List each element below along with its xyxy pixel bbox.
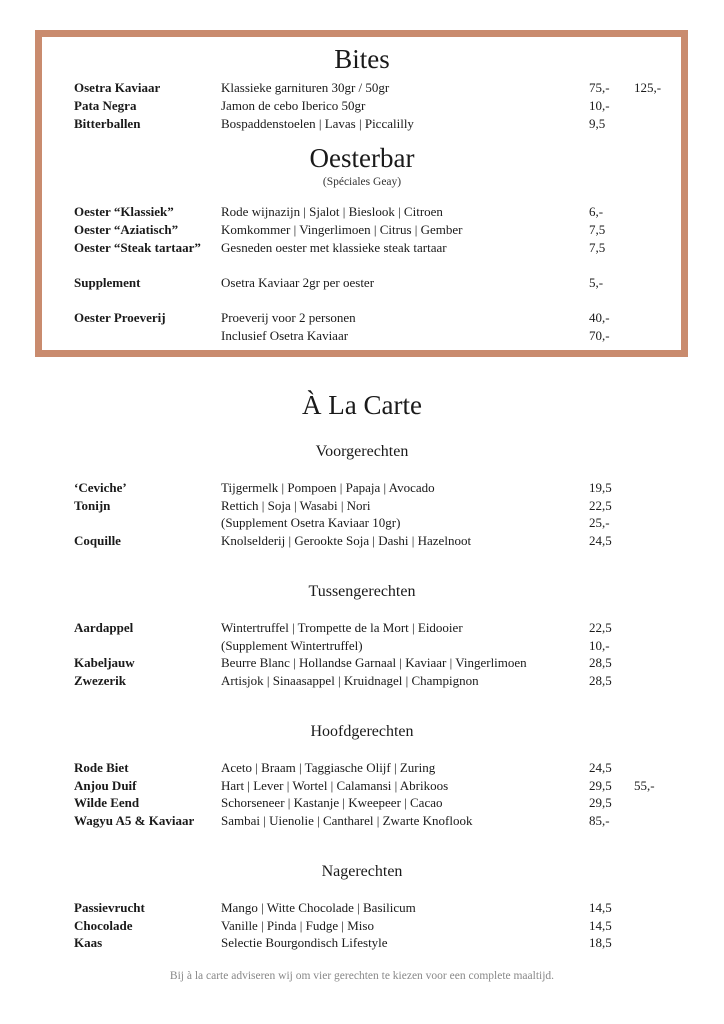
dish-name: Supplement: [74, 275, 141, 290]
price: 10,-: [589, 638, 610, 653]
dish-name: Oester “Steak tartaar”: [74, 240, 201, 255]
dish-name: Oester “Aziatisch”: [74, 222, 179, 237]
dish-name: ‘Ceviche’: [74, 480, 127, 495]
price: 24,5: [589, 760, 612, 775]
price: 22,5: [589, 498, 612, 513]
menu-row: [0, 759, 724, 776]
menu-row: [0, 777, 724, 794]
dish-description: (Supplement Osetra Kaviaar 10gr): [221, 515, 401, 530]
price: 28,5: [589, 673, 612, 688]
price: 70,-: [589, 328, 610, 343]
price: 29,5: [589, 795, 612, 810]
voorgerechten-title: Voorgerechten: [315, 443, 409, 460]
dish-name: Coquille: [74, 533, 121, 548]
dish-description: Proeverij voor 2 personen: [221, 310, 356, 325]
menu-row: [0, 514, 724, 531]
oesterbar-title: Oesterbar: [309, 143, 415, 173]
price: 22,5: [589, 620, 612, 635]
menu-row: [0, 274, 724, 291]
dish-description: Artisjok | Sinaasappel | Kruidnagel | Champignon: [221, 673, 479, 688]
price: 14,5: [589, 918, 612, 933]
dish-description: Rettich | Soja | Wasabi | Nori: [221, 498, 371, 513]
dish-name: Passievrucht: [74, 900, 145, 915]
dish-description: Wintertruffel | Trompette de la Mort | Eidooier: [221, 620, 463, 635]
dish-name: Chocolade: [74, 918, 133, 933]
dish-description: Osetra Kaviaar 2gr per oester: [221, 275, 375, 290]
dish-description: Bospaddenstoelen | Lavas | Piccalilly: [221, 116, 414, 131]
dish-name: Anjou Duif: [74, 778, 137, 793]
price: 19,5: [589, 480, 612, 495]
price: 6,-: [589, 204, 604, 219]
dish-description: Hart | Lever | Wortel | Calamansi | Abrikoos: [221, 778, 449, 793]
price: 7,5: [589, 240, 606, 255]
dish-description: Vanille | Pinda | Fudge | Miso: [221, 918, 374, 933]
menu-row: [0, 479, 724, 496]
price: 28,5: [589, 655, 612, 670]
dish-name: Wagyu A5 & Kaviaar: [74, 813, 195, 828]
price-alt: 55,-: [634, 778, 655, 793]
price: 25,-: [589, 515, 610, 530]
menu-row: [0, 672, 724, 689]
menu-row: [0, 79, 724, 96]
bites-title: Bites: [334, 44, 390, 74]
price: 9,5: [589, 116, 606, 131]
alacarte-title: À La Carte: [302, 390, 422, 420]
menu-row: [0, 899, 724, 916]
dish-name: Pata Negra: [74, 98, 137, 113]
price: 24,5: [589, 533, 612, 548]
dish-name: Tonijn: [74, 498, 111, 513]
dish-name: Kabeljauw: [74, 655, 135, 670]
oesterbar-subtitle: (Spéciales Geay): [322, 176, 402, 188]
dish-description: Rode wijnazijn | Sjalot | Bieslook | Citroen: [221, 204, 443, 219]
dish-description: Beurre Blanc | Hollandse Garnaal | Kaviaar | Vingerlimoen: [221, 655, 527, 670]
price: 18,5: [589, 935, 612, 950]
price: 5,-: [589, 275, 604, 290]
dish-description: Aceto | Braam | Taggiasche Olijf | Zuring: [221, 760, 436, 775]
dish-description: Sambai | Uienolie | Cantharel | Zwarte Knoflook: [221, 813, 473, 828]
menu-row: [0, 794, 724, 811]
dish-name: Bitterballen: [74, 116, 141, 131]
price: 14,5: [589, 900, 612, 915]
tussengerechten-title: Tussengerechten: [308, 583, 416, 600]
menu-row: [0, 532, 724, 549]
price: 75,-: [589, 80, 610, 95]
price: 7,5: [589, 222, 606, 237]
menu-row: [0, 239, 724, 256]
menu-row: [0, 309, 724, 326]
dish-description: Tijgermelk | Pompoen | Papaja | Avocado: [221, 480, 435, 495]
dish-description: Klassieke garnituren 30gr / 50gr: [221, 80, 390, 95]
dish-description: Schorseneer | Kastanje | Kweepeer | Cacao: [221, 795, 443, 810]
dish-name: Aardappel: [74, 620, 134, 635]
nagerechten-title: Nagerechten: [321, 863, 403, 880]
price-alt: 125,-: [634, 80, 662, 95]
dish-name: Wilde Eend: [74, 795, 140, 810]
menu-row: [0, 97, 724, 114]
price: 85,-: [589, 813, 610, 828]
price: 29,5: [589, 778, 612, 793]
dish-name: Rode Biet: [74, 760, 129, 775]
menu-row: [0, 812, 724, 829]
dish-name: Oester “Klassiek”: [74, 204, 174, 219]
menu-row: [0, 327, 724, 344]
dish-name: Oester Proeverij: [74, 310, 166, 325]
menu-row: [0, 221, 724, 238]
dish-description: Knolselderij | Gerookte Soja | Dashi | Hazelnoot: [221, 533, 472, 548]
price: 10,-: [589, 98, 610, 113]
dish-name: Zwezerik: [74, 673, 126, 688]
menu-row: [0, 637, 724, 654]
menu-row: [0, 115, 724, 132]
dish-description: Mango | Witte Chocolade | Basilicum: [221, 900, 416, 915]
menu-row: [0, 619, 724, 636]
menu-row: [0, 654, 724, 671]
menu-row: [0, 917, 724, 934]
menu-row: [0, 497, 724, 514]
dish-name: Kaas: [74, 935, 103, 950]
price: 40,-: [589, 310, 610, 325]
dish-description: Jamon de cebo Iberico 50gr: [221, 98, 366, 113]
dish-description: Komkommer | Vingerlimoen | Citrus | Gember: [221, 222, 463, 237]
hoofdgerechten-title: Hoofdgerechten: [310, 723, 414, 740]
menu-row: [0, 934, 724, 951]
dish-description: Selectie Bourgondisch Lifestyle: [221, 935, 388, 950]
dish-name: Osetra Kaviaar: [74, 80, 161, 95]
menu-row: [0, 203, 724, 220]
dish-description: Inclusief Osetra Kaviaar: [221, 328, 349, 343]
dish-description: Gesneden oester met klassieke steak tartaar: [221, 240, 447, 255]
dish-description: (Supplement Wintertruffel): [221, 638, 363, 653]
footer-note: Bij à la carte adviseren wij om vier gerechten te kiezen voor een complete maaltijd.: [169, 970, 555, 982]
